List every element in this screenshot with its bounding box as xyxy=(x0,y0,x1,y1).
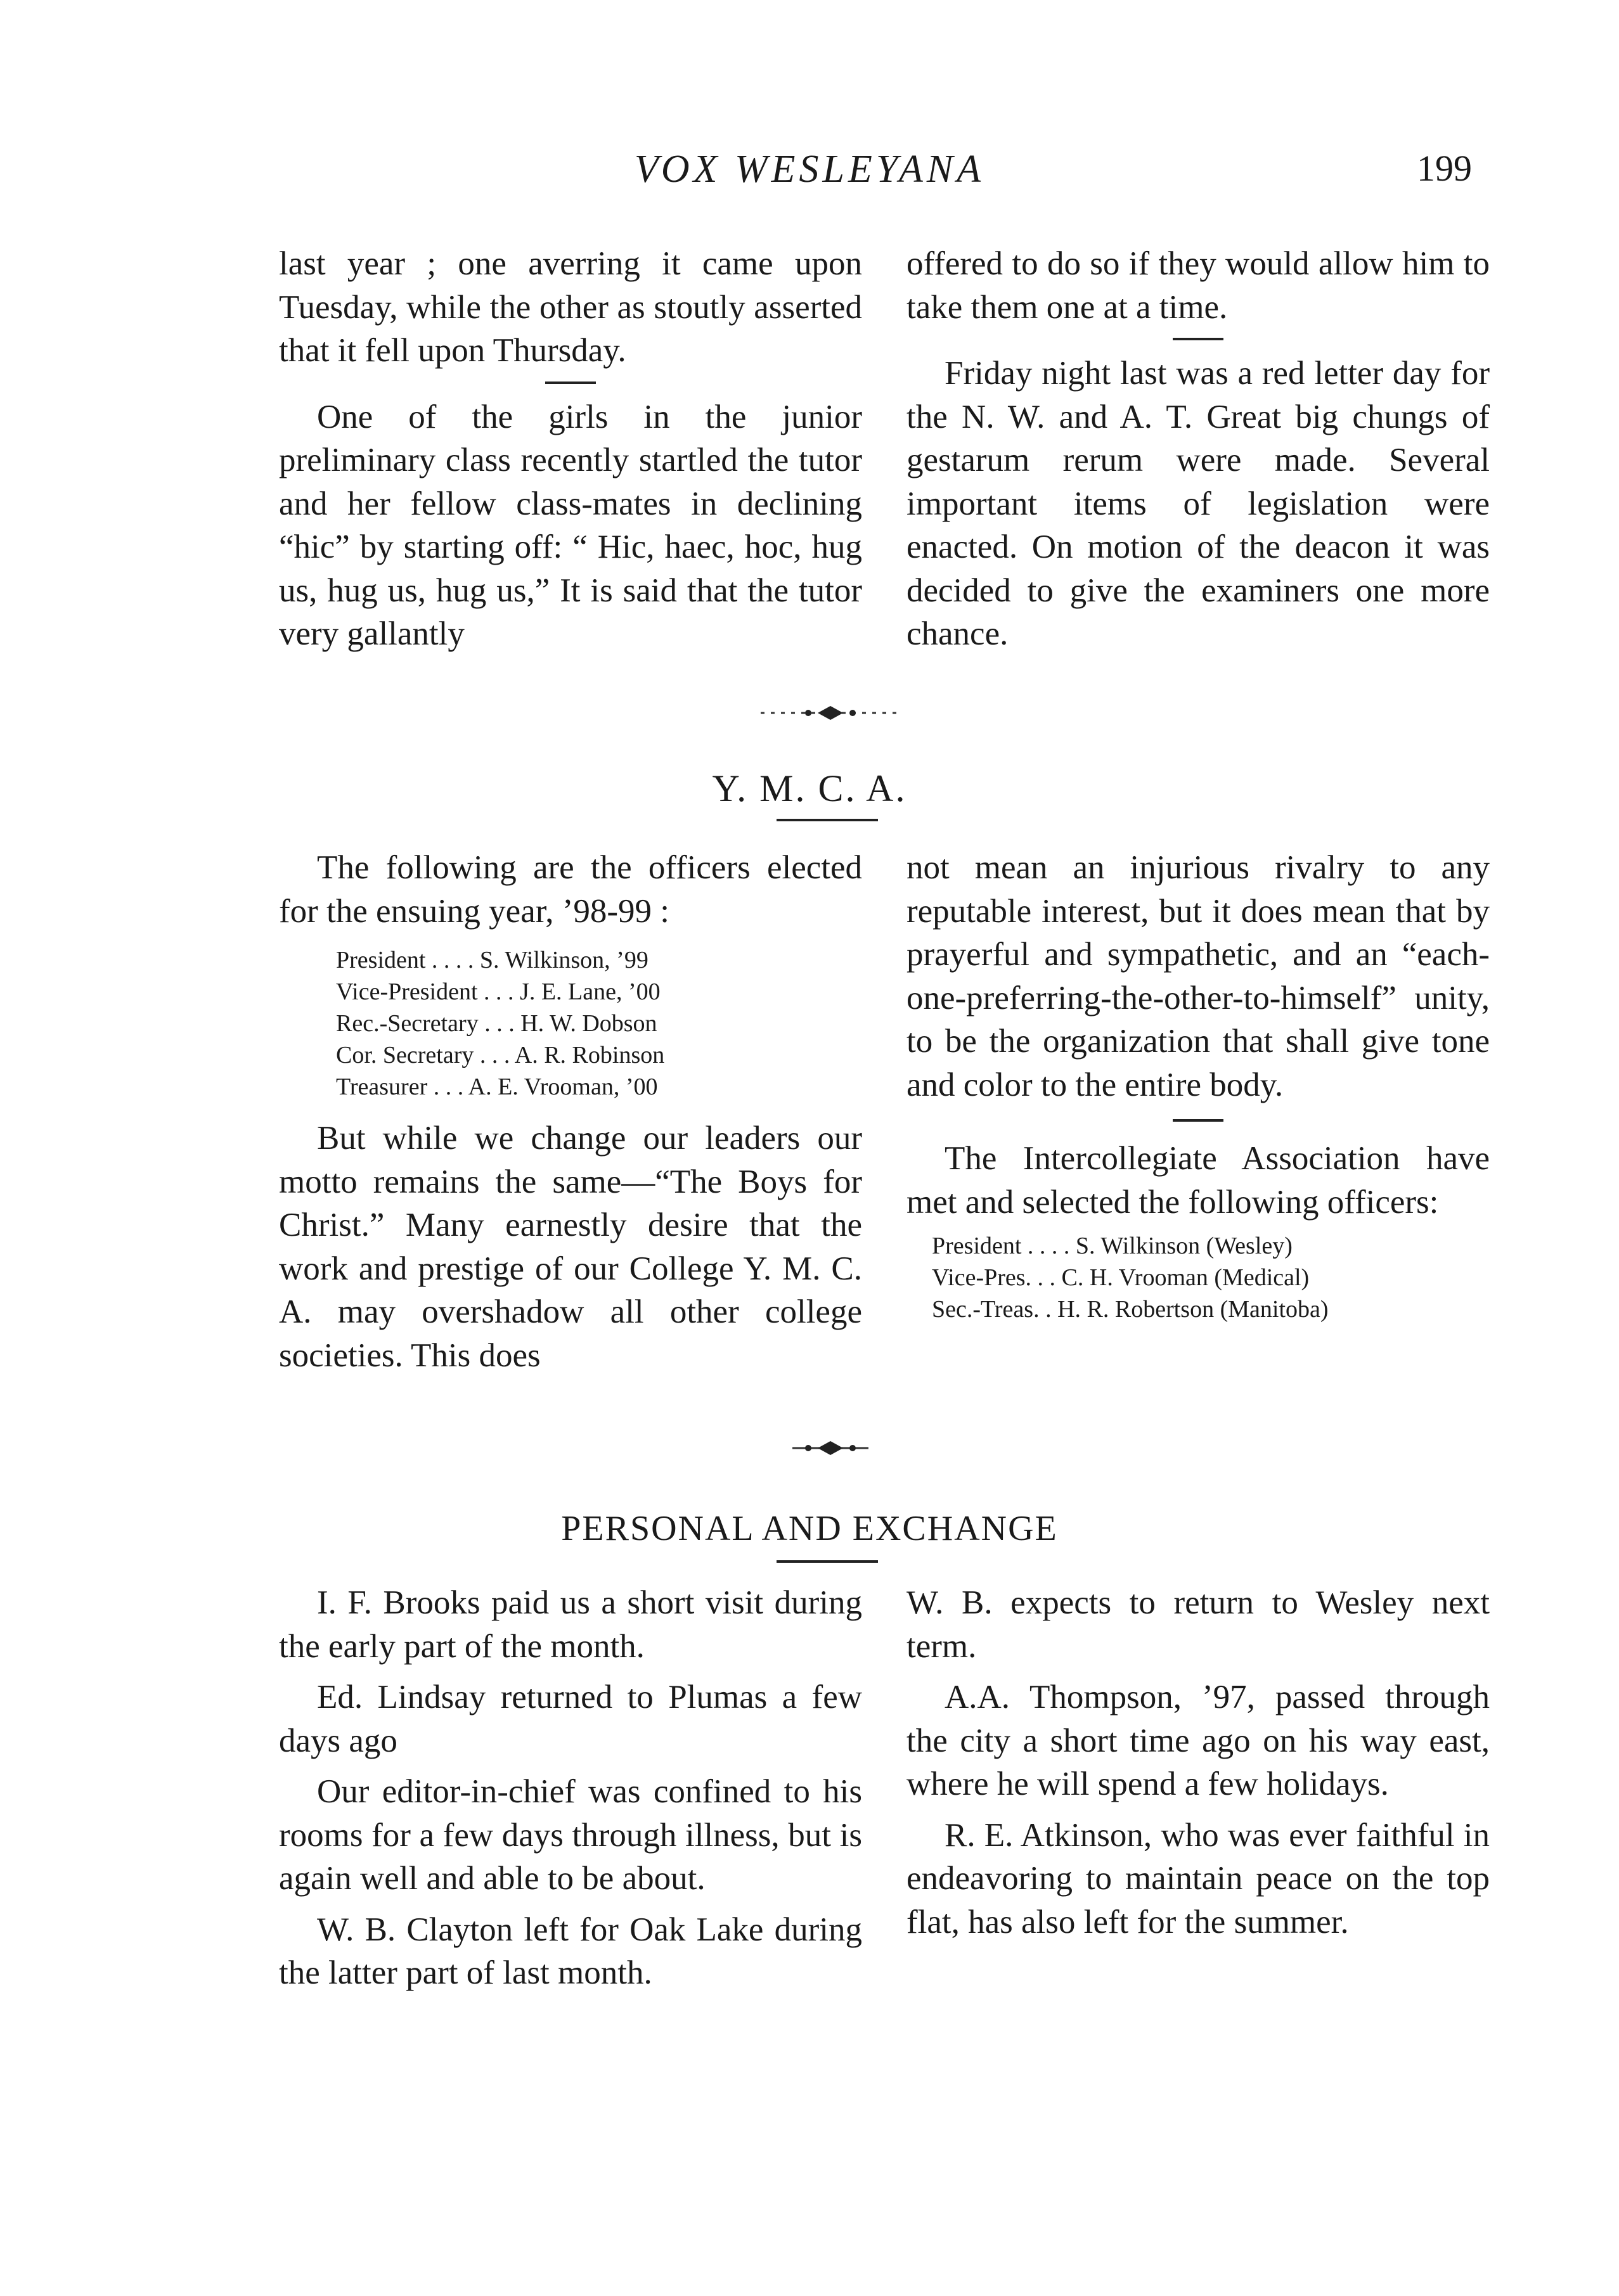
officer-row: President . . . . S. Wilkinson (Wesley) xyxy=(932,1233,1293,1259)
running-head: VOX WESLEYANA xyxy=(634,148,985,191)
paragraph: R. E. Atkinson, who was ever faithful in endeavoring to maintain peace on the top flat, has also left for the summer. xyxy=(906,1816,1490,1940)
title-rule xyxy=(777,819,878,821)
paragraph: A.A. Thompson, ’97, passed through the city a short time ago on his way east, where he will spend a few holidays. xyxy=(906,1679,1490,1802)
intercollegiate-officers-list xyxy=(932,1230,1490,1325)
officer-row: Sec.-Treas. . H. R. Robertson (Manitoba) xyxy=(932,1296,1329,1323)
officer-row: Treasurer . . . A. E. Vrooman, ’00 xyxy=(336,1074,658,1100)
paragraph: last year ; one averring it came upon Tuesday, while the other as stoutly asserted that it fell upon Thursday. xyxy=(279,245,862,369)
separator-rule xyxy=(545,382,596,384)
paragraph: not mean an injurious rivalry to any reputable interest, but it does mean that by prayerful and sympathetic, and an “each-one-preferring-the-other-to-himself” unity, to be the organization that shall give tone and color to the entire body. xyxy=(906,849,1490,1103)
paragraph: offered to do so if they would allow him to take them one at a time. xyxy=(906,245,1490,326)
officers-list xyxy=(336,944,862,1103)
paragraph: W. B. Clayton left for Oak Lake during the latter part of last month. xyxy=(279,1911,862,1991)
paragraph: But while we change our leaders our motto remains the same—“The Boys for Christ.” Many earnestly desire that the work and prestige of our College Y. M. C. A. may overshadow all other college societies. This does xyxy=(279,1120,862,1374)
personal-left-column xyxy=(279,1581,862,1995)
ymca-right-column xyxy=(906,846,1490,1325)
personal-exchange-title: PERSONAL AND EXCHANGE xyxy=(561,1509,1058,1548)
officer-row: Vice-President . . . J. E. Lane, ’00 xyxy=(336,978,661,1005)
paragraph: The following are the officers elected for the ensuing year, ’98-99 : xyxy=(279,849,862,930)
top-left-column xyxy=(279,242,862,656)
title-rule xyxy=(777,1560,878,1563)
ornament-divider-icon xyxy=(748,703,913,722)
separator-rule xyxy=(1173,338,1223,340)
officer-row: Rec.-Secretary . . . H. W. Dobson xyxy=(336,1010,657,1037)
ornament-divider-icon xyxy=(780,1439,881,1458)
paragraph: I. F. Brooks paid us a short visit during the early part of the month. xyxy=(279,1584,862,1665)
separator-rule xyxy=(1173,1119,1223,1122)
paragraph: W. B. expects to return to Wesley next term. xyxy=(906,1584,1490,1665)
ymca-title: Y. M. C. A. xyxy=(712,767,907,809)
paragraph: The Intercollegiate Association have met and selected the following officers: xyxy=(906,1140,1490,1221)
page-number: 199 xyxy=(1417,148,1472,189)
paragraph: Our editor-in-chief was confined to his rooms for a few days through illness, but is again well and able to be about. xyxy=(279,1773,862,1897)
ymca-left-column xyxy=(279,846,862,1377)
paragraph: One of the girls in the junior preliminary class recently startled the tutor and her fellow class-mates in declining “hic” by starting off: “ Hic, haec, hoc, hug us, hug us, hug us,” It is said that the tutor very gallantly xyxy=(279,398,862,652)
officer-row: President . . . . S. Wilkinson, ’99 xyxy=(336,947,648,973)
top-right-column xyxy=(906,242,1490,656)
officer-row: Vice-Pres. . . C. H. Vrooman (Medical) xyxy=(932,1264,1310,1291)
officer-row: Cor. Secretary . . . A. R. Robinson xyxy=(336,1042,665,1068)
paragraph: Friday night last was a red letter day for the N. W. and A. T. Great big chungs of gestarum rerum were made. Several important items of legislation were enacted. On motion of the deacon it was decided to give the examiners one more chance. xyxy=(906,355,1490,652)
personal-right-column xyxy=(906,1581,1490,1944)
paragraph: Ed. Lindsay returned to Plumas a few days ago xyxy=(279,1679,862,1759)
